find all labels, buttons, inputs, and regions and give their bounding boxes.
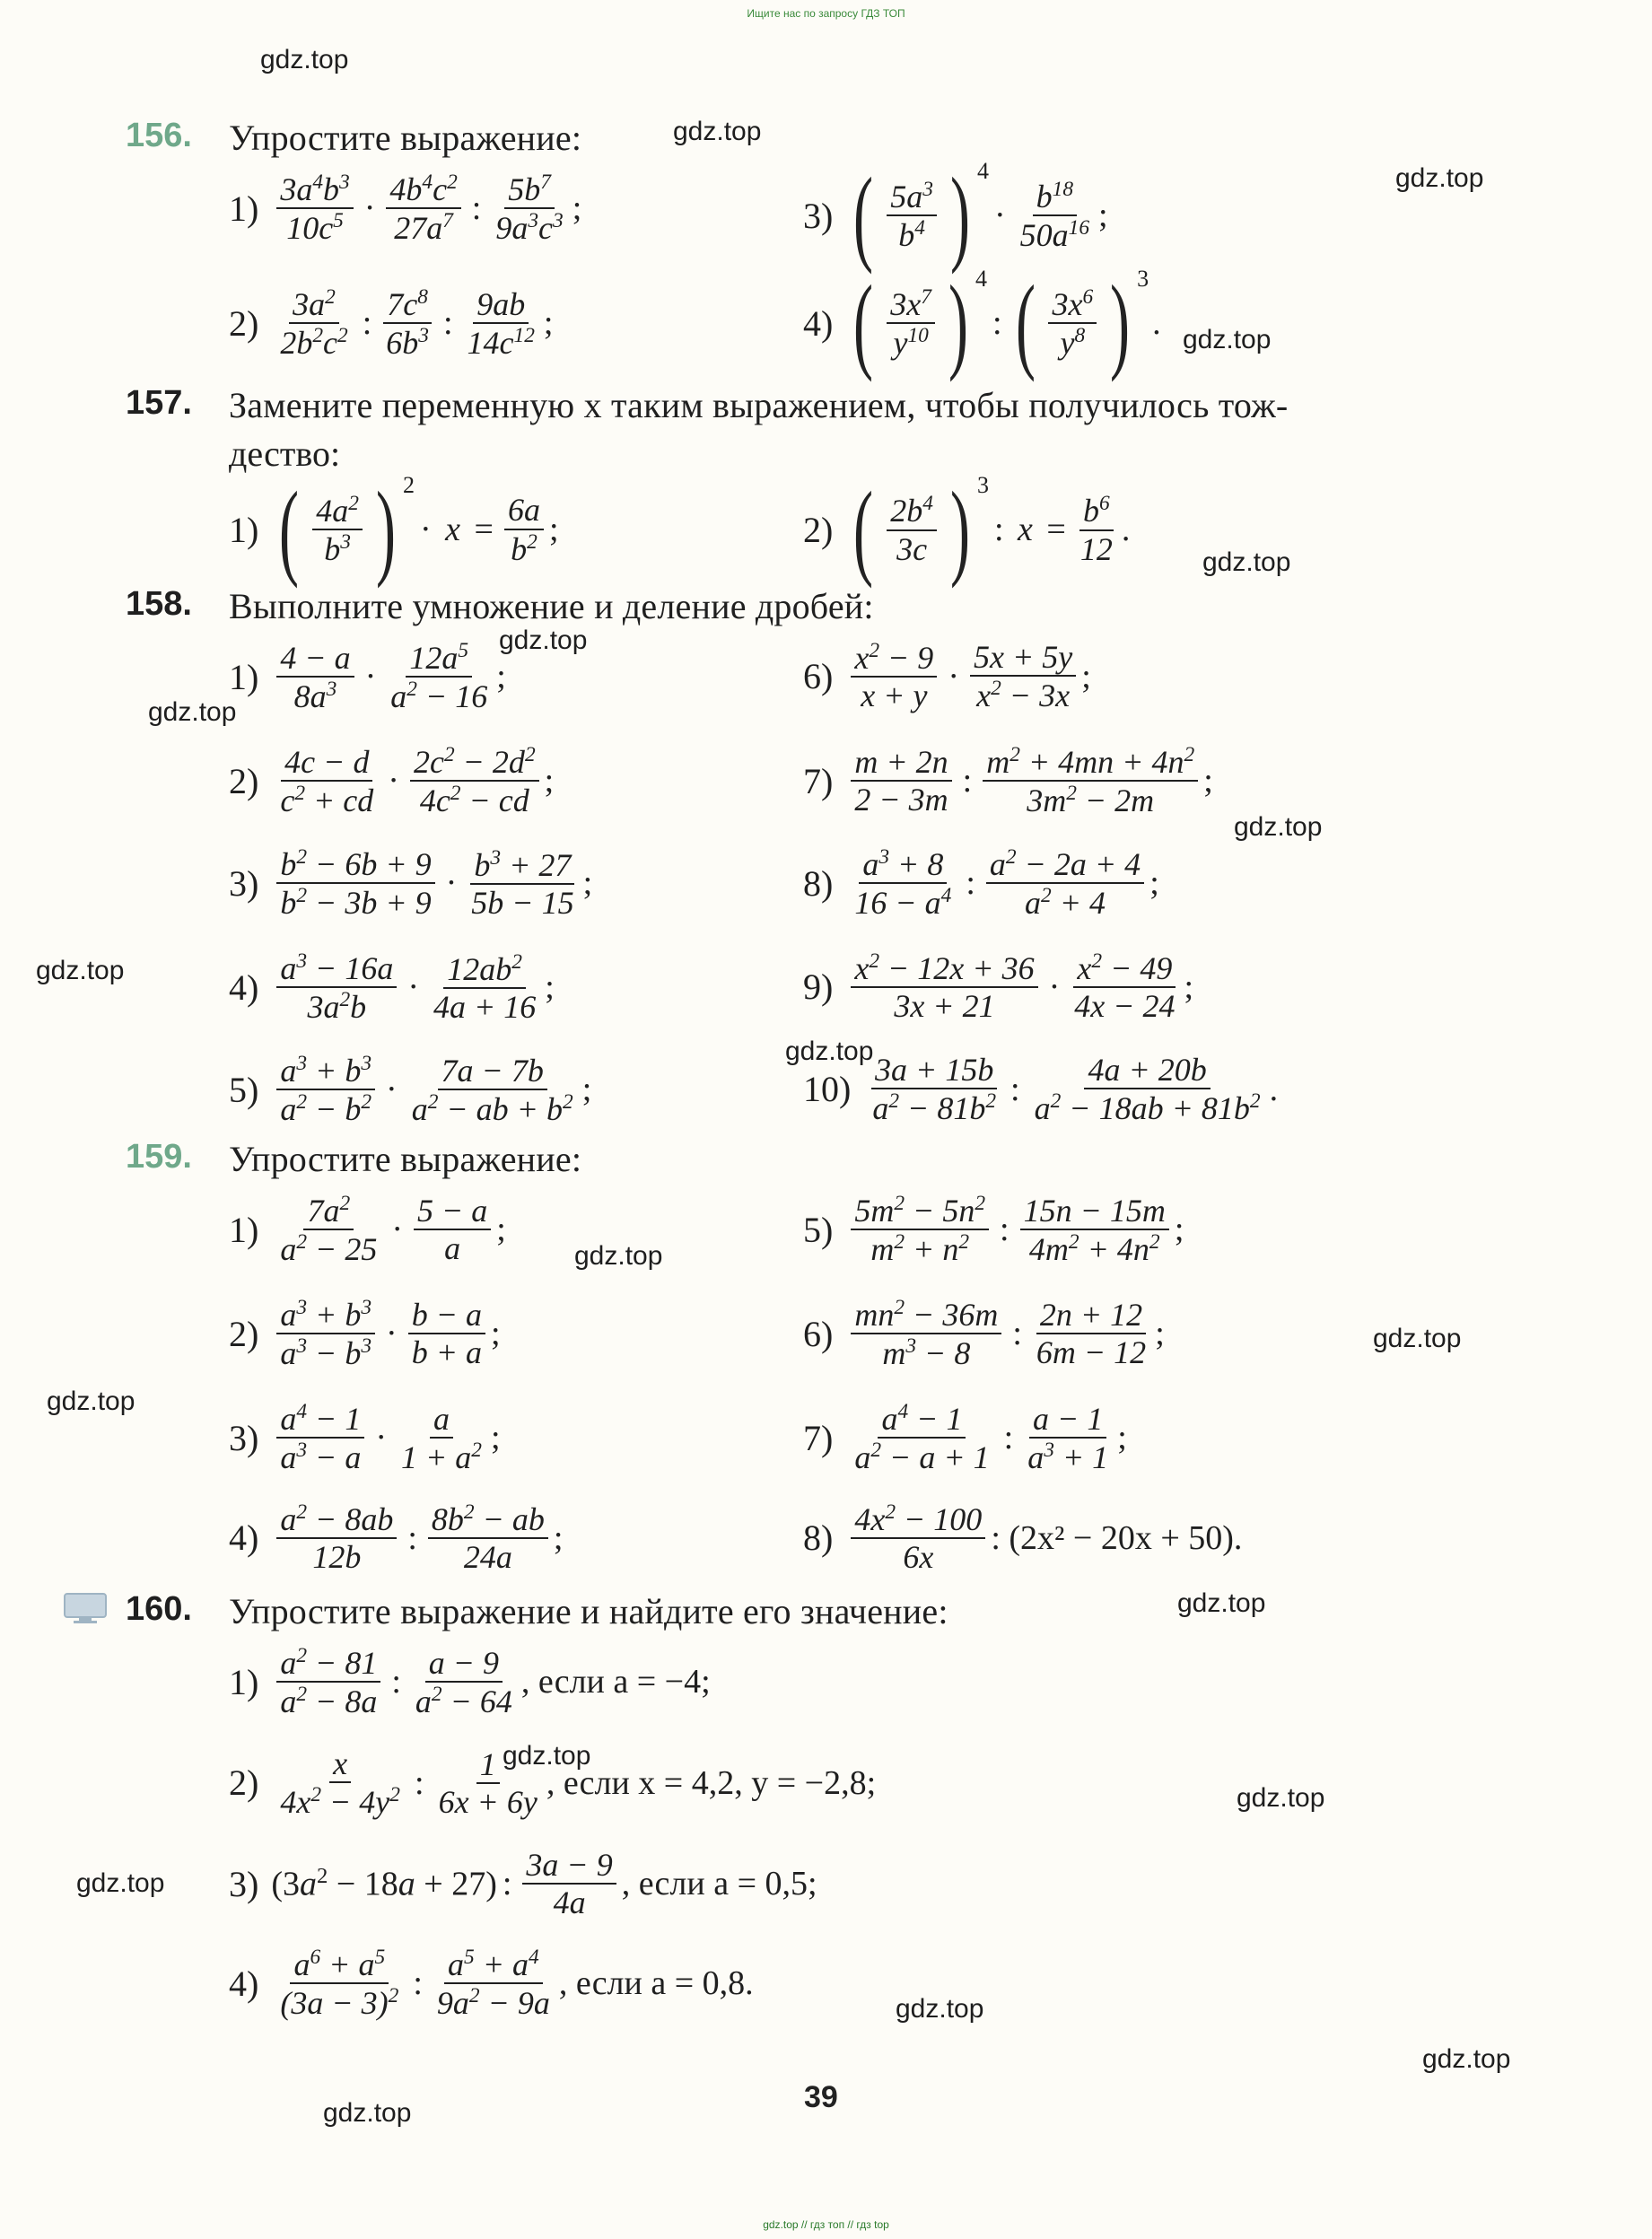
exercise-158-3: 3) $b^2 - 6b + 9$ $b^2 - 3b + 9$ · $b^3 + 27$ 5b − 15 ; <box>229 845 593 922</box>
watermark: gdz.top <box>260 45 349 74</box>
watermark: gdz.top <box>896 1994 984 2024</box>
exercise-159-7: 7) $a^4 - 1$ $a^2 - a + 1$ : a − 1 $a^3 + 1$ ; <box>803 1400 1127 1476</box>
exercise-158-4: 4) $a^3 - 16a$ $3a^2b$ · $12ab^2$ 4a + 16 ; <box>229 949 555 1026</box>
exercise-158-1: 1) 4 − a $8a^3$ · $12a^5$ $a^2 - 16$ ; <box>229 639 506 715</box>
exercise-157-2: 2) ( $2b^4$ 3c ) 3 : x = $\frac{b^6}{12}$ . <box>803 469 1131 589</box>
watermark: gdz.top <box>503 1741 591 1771</box>
exercise-160-4: 4) $a^6 + a^5$ $(3a - 3)^2$ : $a^5 + a^4$ $9a^2 - 9a$ , если a = 0,8. <box>229 1946 754 2022</box>
watermark: gdz.top <box>1237 1783 1325 1813</box>
exercise-159-1: 1) $7a^2$ $a^2 - 25$ · 5 − a a ; <box>229 1192 506 1268</box>
condition-text: , если x = 4,2, y = −2,8; <box>546 1763 877 1802</box>
problem-title: Замените переменную x таким выражением, чтобы получилось тож- <box>229 385 1289 425</box>
exercise-159-2: 2) $a^3 + b^3$ $a^3 - b^3$ · b − a b + a ; <box>229 1296 501 1372</box>
exercise-158-5: 5) $a^3 + b^3$ $a^2 - b^2$ · 7a − 7b $a^2$ − ab + $b^2$ ; <box>229 1052 592 1128</box>
exercise-159-6: 6) $mn^2 - 36m$ $m^3 - 8$ : 2n + 12 6m − 12 ; <box>803 1296 1165 1372</box>
watermark: gdz.top <box>1422 2044 1511 2074</box>
condition-text: , если a = −4; <box>520 1663 711 1701</box>
watermark: gdz.top <box>1234 812 1323 842</box>
problem-number: 157. <box>126 384 192 422</box>
problem-title: Упростите выражение: <box>229 118 582 158</box>
problem-number: 158. <box>126 585 192 623</box>
exercise-156-2: 2) $3a^2$ $2b^2c^2$ : $7c^8$ $6b^3$ : 9ab $14c^{12}$ ; <box>229 285 554 362</box>
problem-title: Упростите выражение и найдите его значение: <box>229 1591 948 1631</box>
watermark: gdz.top <box>47 1386 135 1416</box>
problem-title-continued: дество: <box>229 433 341 474</box>
problem-number: 159. <box>126 1138 192 1176</box>
exercise-158-8: 8) $a^3 + 8$ $16 - a^4$ : $a^2 - 2a + 4$ $a^2 + 4$ ; <box>803 845 1159 922</box>
exercise-156-1: 1) $3a^4b^3$ $10c^5$ · $4b^4c^2$ $27a^7$ : $5b^7$ $9a^3c^3$ ; <box>229 171 582 247</box>
exercise-159-4: 4) $a^2 - 8ab$ 12b : $8b^2$ − ab 24a ; <box>229 1500 564 1576</box>
exercise-160-1: 1) $a^2 - 81$ $a^2 - 8a$ : a − 9 $a^2 - 64$ , если a = −4; <box>229 1644 711 1720</box>
watermark: gdz.top <box>76 1868 165 1898</box>
exercise-158-10: 10) 3a + 15b $a^2 - 81b^2$ : 4a + 20b $a^2 - 18ab + 81b^2$ . <box>803 1052 1279 1127</box>
monitor-icon <box>63 1592 108 1624</box>
condition-text: , если a = 0,8. <box>558 1964 754 2003</box>
exercise-160-2: 2) x $4x^2 - 4y^2$ : 1 6x + 6y , если x = 4,2, y = −2,8; <box>229 1745 877 1821</box>
page-number: 39 <box>804 2080 838 2114</box>
exercise-158-7: 7) m + 2n 2 − 3m : $m^2 + 4mn + 4n^2$ $3m^2 - 2m$ ; <box>803 743 1213 819</box>
exercise-159-5: 5) $5m^2 - 5n^2$ $m^2 + n^2$ : 15n − 15m $4m^2 + 4n^2$ ; <box>803 1192 1184 1268</box>
exercise-158-2: 2) 4c − d $c^2$ + cd · $2c^2 - 2d^2$ $4c^2$ − cd ; <box>229 743 555 819</box>
problem-title: Упростите выражение: <box>229 1139 582 1179</box>
watermark: gdz.top <box>1183 325 1272 354</box>
problem-number: 156. <box>126 117 192 154</box>
watermark: gdz.top <box>36 956 125 985</box>
watermark: gdz.top <box>148 697 237 727</box>
exercise-158-6: 6) $x^2 - 9$ x + y · 5x + 5y $x^2 - 3x$ ; <box>803 639 1091 714</box>
watermark: gdz.top <box>574 1241 663 1271</box>
watermark: gdz.top <box>673 117 762 146</box>
exercise-159-8-tail: : (2x² − 20x + 50). <box>991 1518 1243 1557</box>
exercise-156-3: 3) ( $5a^3$ $b^4$ ) 4 · $b^{18}$ $50a^{16}$ ; <box>803 155 1108 275</box>
problem-number: 160. <box>126 1590 192 1628</box>
watermark: gdz.top <box>499 625 588 655</box>
exercise-160-3: 3) $(3a^2 - 18a + 27)$ : 3a − 9 4a , если a = 0,5; <box>229 1847 817 1921</box>
watermark: gdz.top <box>785 1036 874 1066</box>
watermark: gdz.top <box>323 2098 412 2128</box>
header-note: Ищите нас по запросу ГДЗ ТОП <box>747 7 905 20</box>
exercise-157-1: 1) ( $4a^2$ $b^3$ ) 2 · x = $\frac{6a}{b^2}$ ; <box>229 469 559 589</box>
watermark: gdz.top <box>1395 163 1484 193</box>
exercise-158-9: 9) $x^2 - 12x + 36$ 3x + 21 · $x^2 - 49$ 4x − 24 ; <box>803 949 1194 1025</box>
exercise-156-4: 4) ( $3x^7$ $y^{10}$ ) 4 : ( $3x^6$ $y^8$ ) 3 . <box>803 263 1161 382</box>
problem-title: Выполните умножение и деление дробей: <box>229 586 874 626</box>
exercise-159-3: 3) $a^4 - 1$ $a^3 - a$ · a $1 + a^2$ ; <box>229 1400 501 1476</box>
watermark: gdz.top <box>1373 1324 1462 1353</box>
condition-text: , если a = 0,5; <box>621 1865 817 1903</box>
watermark: gdz.top <box>1177 1588 1266 1618</box>
footer-note: gdz.top // гдз топ // гдз top <box>763 2218 889 2231</box>
exercise-159-8: 8) $4x^2 - 100$ 6x : (2x² − 20x + 50). <box>803 1500 1243 1576</box>
watermark: gdz.top <box>1202 547 1291 577</box>
